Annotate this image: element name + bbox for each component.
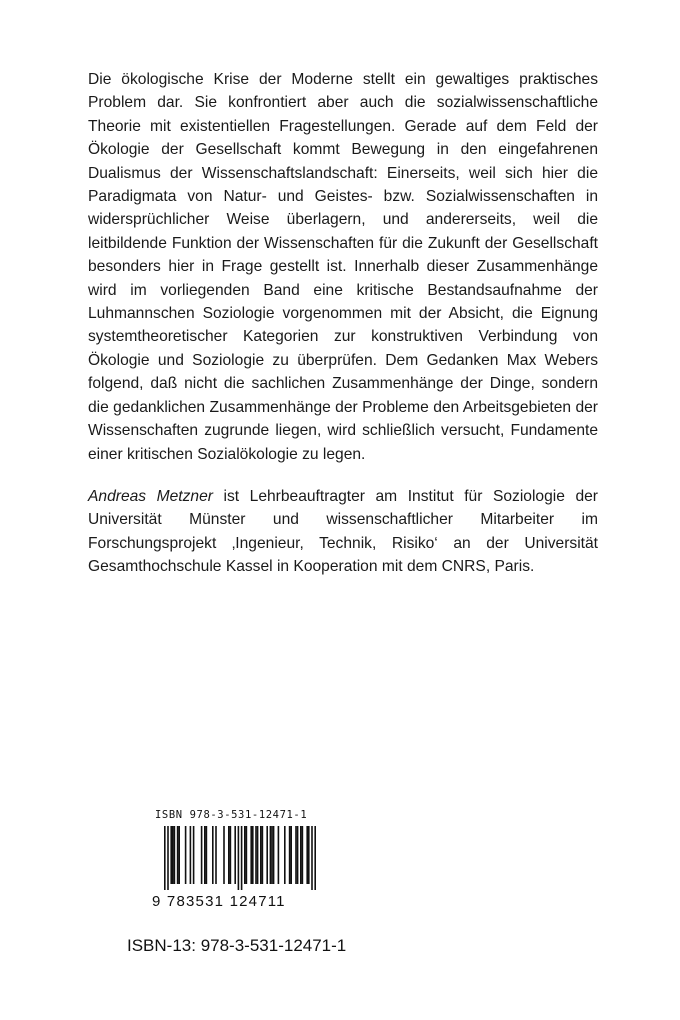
isbn-barcode: [152, 809, 327, 927]
barcode-bar: [308, 826, 310, 884]
barcode-first-digit: 9: [152, 893, 162, 910]
barcode-bar: [172, 826, 174, 884]
barcode-bar: [306, 826, 308, 884]
barcode-bar: [270, 826, 272, 884]
barcode-bar: [228, 826, 230, 884]
barcode-bar: [230, 826, 232, 884]
barcode-bar: [167, 826, 169, 890]
barcode-bar: [190, 826, 192, 884]
barcode-bar: [314, 826, 316, 890]
author-bio: [88, 485, 598, 579]
author-bio-text: ist Lehrbeauftragter am Institut für Soziologie der Universität Münster und wissenschaftlicher Mitarbeiter im Forschungsprojekt ‚Ingenieur, Technik, Risiko‘ an der Universität Gesamthochschule Kassel in Kooperation mit dem CNRS, Paris.: [88, 488, 598, 576]
barcode-bar: [297, 826, 299, 884]
barcode-bar: [302, 826, 304, 884]
barcode-bar: [204, 826, 206, 884]
barcode-bar: [266, 826, 268, 884]
barcode-bar: [215, 826, 217, 884]
barcode-bar: [201, 826, 203, 884]
barcode-bar: [246, 826, 248, 884]
barcode-bar: [255, 826, 257, 884]
barcode-bar: [234, 826, 236, 884]
barcode-bar: [212, 826, 214, 884]
barcode-bar: [206, 826, 208, 884]
barcode-bar: [170, 826, 172, 884]
barcode-bar: [273, 826, 275, 884]
barcode-bars: [152, 826, 327, 896]
barcode-right-digits: 124711: [229, 893, 286, 910]
barcode-bar: [250, 826, 252, 884]
barcode-bar: [289, 826, 291, 884]
barcode-bar: [290, 826, 292, 884]
barcode-bar: [193, 826, 195, 884]
barcode-digits: [152, 893, 286, 910]
barcode-bar: [178, 826, 180, 884]
barcode-bar: [238, 826, 240, 890]
book-blurb: Die ökologische Krise der Moderne stellt ein gewaltiges praktisches Problem dar. Sie konfrontiert aber auch die sozialwissenschaftliche Theorie mit existentiellen Fragestellungen. Gerade auf dem Feld der Ökologie der Gesellschaft kommt Bewegung in den eingefahrenen Dualismus der Wissenschaftslandschaft: Einerseits, weil sich hier die Paradigmata von Natur- und Geistes- bzw. Sozialwissenschaften in widersprüchlicher Weise überlagern, und andererseits, weil die leitbildende Funktion der Wissenschaften für die Zukunft der Gesellschaft besonders hier in Frage gestellt ist. Innerhalb dieser Zusammenhänge wird im vorliegenden Band eine kritische Bestandsaufnahme der Luhmannschen Soziologie vorgenommen mit der Absicht, die Eignung systemtheoretischer Kategorien zur konstruktiven Verbindung von Ökologie und Soziologie zu überprüfen. Dem Gedanken Max Webers folgend, daß nicht die sachlichen Zusammenhänge der Dinge, sondern die gedanklichen Zusammenhänge der Probleme den Arbeitsgebieten der Wissenschaften zugrunde liegen, wird schließlich versucht, Fundamente einer kritischen Sozialökologie zu legen.: [88, 71, 598, 463]
barcode-bar: [278, 826, 280, 884]
barcode-bar: [244, 826, 246, 884]
author-name: Andreas Metzner: [88, 488, 213, 505]
isbn13-line: ISBN-13: 978-3-531-12471-1: [127, 936, 347, 955]
barcode-bar: [284, 826, 286, 884]
barcode-bar: [311, 826, 313, 890]
barcode-bar: [223, 826, 225, 884]
barcode-bar: [300, 826, 302, 884]
barcode-bar: [257, 826, 259, 884]
barcode-bar: [185, 826, 187, 884]
barcode-bar: [241, 826, 243, 890]
barcode-bar: [164, 826, 166, 890]
barcode-bar: [262, 826, 264, 884]
barcode-bar: [260, 826, 262, 884]
barcode-bar: [174, 826, 176, 884]
barcode-isbn-label: ISBN 978-3-531-12471-1: [155, 809, 308, 821]
barcode-bar: [177, 826, 179, 884]
barcode-bar: [271, 826, 273, 884]
barcode-bar: [295, 826, 297, 884]
barcode-left-digits: 783531: [166, 893, 225, 910]
barcode-bar: [252, 826, 254, 884]
